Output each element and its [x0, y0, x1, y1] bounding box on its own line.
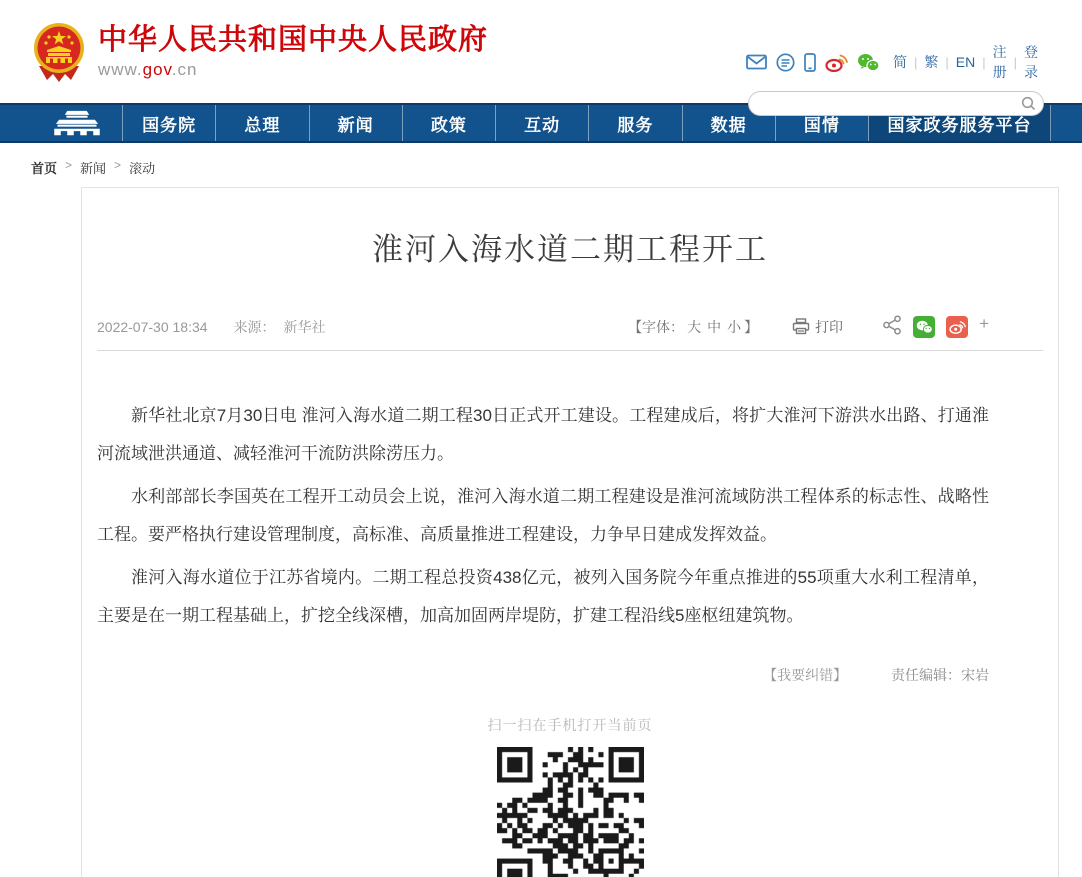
qr-code: [497, 747, 644, 877]
source-label: 来源：: [233, 318, 276, 335]
nav-item-gov-service-platform[interactable]: 国家政务服务平台: [869, 105, 1051, 141]
font-size-option[interactable]: 中: [707, 318, 722, 335]
nav-item[interactable]: 服务: [589, 105, 682, 141]
lang-link[interactable]: 繁: [924, 54, 939, 70]
font-size-control: [628, 317, 758, 337]
lang-link[interactable]: 注册: [992, 44, 1007, 80]
correction-button[interactable]: 【我要纠错】: [763, 667, 848, 683]
url-cn: .cn: [171, 60, 198, 80]
article-paragraph: 淮河入海水道位于江苏省境内。二期工程总投资438亿元，被列入国务院今年重点推进的55项重大水利工程清单，主要是在一期工程基础上，扩挖全线深槽，加高加固两岸堤防，扩建工程沿线5座枢纽建筑物。: [97, 568, 989, 625]
breadcrumb-item[interactable]: 首页: [31, 161, 58, 176]
breadcrumb: [0, 143, 1082, 187]
editor-name: 宋岩: [961, 667, 989, 683]
national-emblem-icon: [33, 22, 85, 82]
meta-left: [97, 317, 326, 337]
separator: |: [913, 54, 918, 70]
print-button[interactable]: [792, 317, 843, 337]
nav-item[interactable]: 新闻: [310, 105, 403, 141]
separator: >: [65, 158, 73, 172]
article-title: 淮河入海水道二期工程开工: [372, 232, 768, 267]
url-www: www.: [98, 60, 143, 80]
nav-home-tiananmen-icon[interactable]: [31, 105, 123, 141]
weibo-share-icon[interactable]: [946, 316, 968, 338]
mail-icon[interactable]: [746, 54, 767, 70]
search-icon[interactable]: [1019, 94, 1038, 113]
site-logo[interactable]: [33, 22, 488, 82]
article-paragraph: 水利部部长李国英在工程开工动员会上说，淮河入海水道二期工程建设是淮河流域防洪工程体系的标志性、战略性工程。要严格执行建设管理制度，高标准、高质量推进工程建设，力争早日建成发挥效益。: [97, 487, 989, 544]
article-date: 2022-07-30 18:34: [97, 318, 208, 335]
print-label: 打印: [815, 318, 844, 335]
font-size-close: 】: [744, 318, 759, 335]
site-titles: [98, 24, 488, 80]
article-source[interactable]: 新华社: [283, 318, 326, 335]
font-size-open: 【字体：: [628, 318, 685, 335]
site-title: 中华人民共和国中央人民政府: [98, 23, 489, 56]
breadcrumb-item[interactable]: 新闻: [80, 161, 107, 176]
qr-area: [82, 715, 1058, 877]
font-size-option[interactable]: 小: [727, 318, 742, 335]
wechat-icon[interactable]: [857, 53, 880, 72]
nav-item[interactable]: 总理: [216, 105, 309, 141]
lang-link[interactable]: 登录: [1024, 44, 1038, 80]
lang-link[interactable]: EN: [955, 54, 976, 70]
separator: |: [1013, 54, 1017, 70]
header-right: [748, 42, 1048, 116]
editor-row: [97, 665, 1043, 685]
lang-link[interactable]: 简: [892, 54, 907, 70]
comment-icon[interactable]: [776, 53, 795, 72]
lang-links: [893, 42, 1038, 82]
nav-item[interactable]: 互动: [496, 105, 589, 141]
meta-right: [628, 315, 989, 338]
share-group: [883, 315, 989, 338]
search-box: [748, 91, 1044, 116]
separator: >: [114, 158, 122, 172]
editor-label: 责任编辑：: [891, 667, 961, 683]
search-input[interactable]: [761, 93, 1011, 114]
nav-item[interactable]: 政策: [403, 105, 496, 141]
breadcrumb-item[interactable]: 滚动: [129, 161, 156, 176]
weibo-icon[interactable]: [825, 53, 848, 72]
printer-icon: [792, 318, 810, 335]
nav-item[interactable]: 国情: [776, 105, 869, 141]
article-meta-row: [97, 315, 1043, 338]
share-more-button[interactable]: +: [979, 314, 989, 333]
wechat-share-icon[interactable]: [913, 316, 935, 338]
mobile-icon[interactable]: [804, 53, 816, 72]
separator: |: [945, 54, 949, 70]
header-icon-row: [748, 42, 1048, 82]
font-size-option[interactable]: 大: [687, 318, 702, 335]
meta-divider: [97, 350, 1043, 351]
article-box: [81, 187, 1059, 877]
nav-item[interactable]: 国务院: [123, 105, 216, 141]
article-content: [97, 397, 1043, 635]
separator: |: [982, 54, 986, 70]
share-nodes-icon[interactable]: [883, 315, 902, 338]
nav-item[interactable]: 数据: [683, 105, 776, 141]
qr-caption: 扫一扫在手机打开当前页: [487, 717, 653, 733]
article-paragraph: 新华社北京7月30日电 淮河入海水道二期工程30日正式开工建设。工程建成后，将扩大淮河下游洪水出路、打通淮河流域泄洪通道、减轻淮河干流防洪除涝压力。: [97, 406, 989, 463]
site-url: [98, 60, 488, 80]
site-header: [0, 0, 1082, 103]
url-gov: gov: [142, 60, 172, 80]
